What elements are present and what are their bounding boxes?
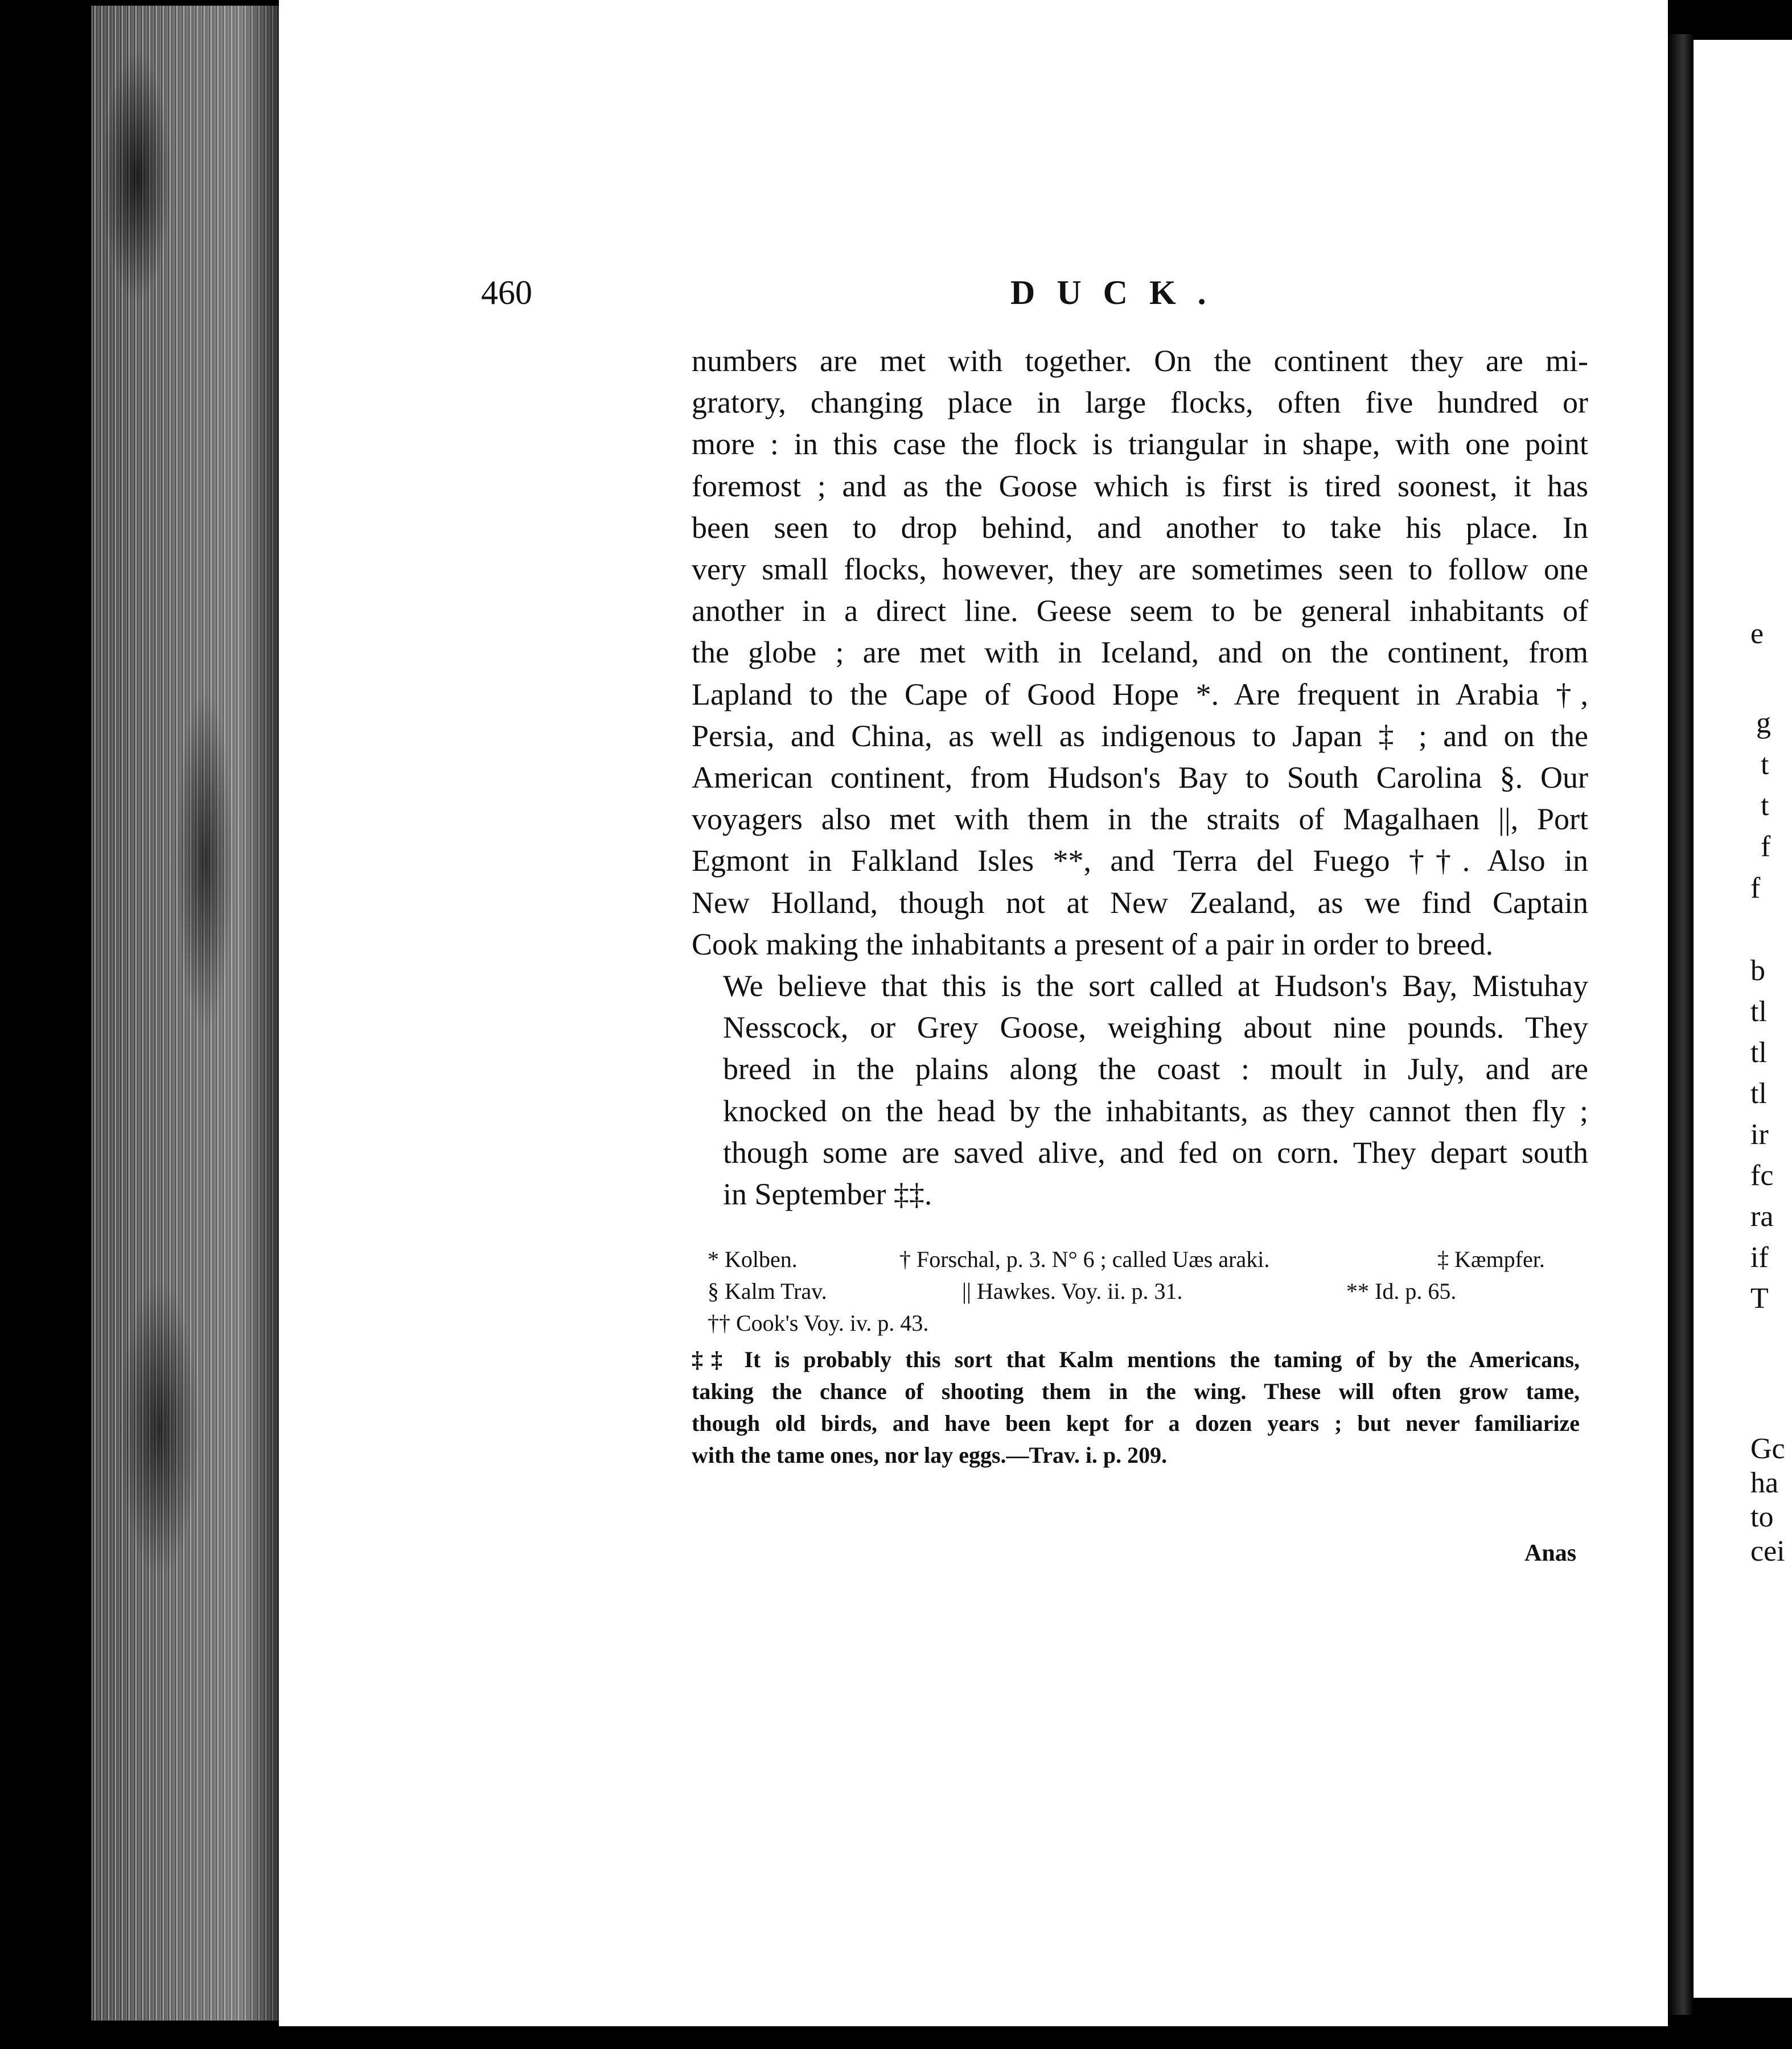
- footnote-id: ** Id. p. 65.: [1346, 1278, 1457, 1304]
- text-line: gratory, changing place in large flocks, often five hundred or: [692, 385, 1588, 420]
- right-page-letter: if: [1750, 1241, 1769, 1274]
- text-line: voyagers also met with them in the straits of Magalhaen ||, Port: [692, 802, 1588, 837]
- text-line: very small flocks, however, they are sometimes seen to follow one: [692, 552, 1588, 587]
- right-page-letter: b: [1750, 954, 1765, 987]
- body-text: [692, 340, 1588, 1215]
- text-line: in September ‡‡.: [723, 1177, 932, 1212]
- text-line: We believe that this is the sort called at Hudson's Bay, Mistuhay: [723, 969, 1588, 1003]
- catchword: Anas: [1524, 1540, 1577, 1566]
- text-line: Persia, and China, as well as indigenous to Japan ‡ ; and on the: [692, 718, 1588, 753]
- right-page-letter: to: [1750, 1501, 1774, 1533]
- right-page-letter: ha: [1750, 1467, 1779, 1499]
- text-line: knocked on the head by the inhabitants, as they cannot then fly ;: [723, 1093, 1588, 1128]
- right-page-letter: T: [1750, 1282, 1769, 1315]
- right-page-letter: g: [1756, 707, 1771, 739]
- right-page-letter: f: [1750, 872, 1761, 904]
- right-page-letter: cei: [1750, 1535, 1785, 1567]
- text-line: Cook making the inhabitants a present of a pair in order to breed.: [692, 927, 1494, 961]
- text-line: foremost ; and as the Goose which is first is tired soonest, it has: [692, 468, 1588, 503]
- right-page-letter: tl: [1750, 995, 1767, 1028]
- right-page-letter: fc: [1750, 1159, 1774, 1192]
- footnote-kalm: § Kalm Trav.: [708, 1278, 827, 1304]
- right-page-letter: t: [1761, 789, 1769, 822]
- footnote-kolben: * Kolben.: [708, 1246, 798, 1272]
- footnote-long: [692, 1344, 1580, 1471]
- text-line: Nesscock, or Grey Goose, weighing about nine pounds. They: [723, 1010, 1588, 1045]
- right-page-fragment: [1694, 40, 1792, 1998]
- right-page-letter: ra: [1750, 1200, 1774, 1233]
- text-line: Lapland to the Cape of Good Hope *. Are frequent in Arabia †,: [692, 677, 1588, 711]
- running-head: DUCK.: [1010, 274, 1228, 311]
- text-line: been seen to drop behind, and another to take his place. In: [692, 510, 1588, 545]
- paragraph-2: [692, 965, 1588, 1215]
- footnote-hawkes: || Hawkes. Voy. ii. p. 31.: [962, 1278, 1183, 1304]
- text-line: though old birds, and have been kept for a dozen years ; but never familiarize: [692, 1410, 1580, 1436]
- text-line: numbers are met with together. On the continent they are mi-: [692, 344, 1588, 378]
- text-line: though some are saved alive, and fed on corn. They depart south: [723, 1135, 1588, 1170]
- footnote-row-2: [692, 1276, 1580, 1307]
- right-page-letter: tl: [1750, 1036, 1767, 1069]
- text-line: another in a direct line. Geese seem to be general inhabitants of: [692, 594, 1588, 628]
- footnote-kaempfer: ‡ Kæmpfer.: [1437, 1246, 1545, 1272]
- right-page-letter: ir: [1750, 1118, 1769, 1151]
- text-line: more : in this case the flock is triangular in shape, with one point: [692, 427, 1588, 462]
- text-line: breed in the plains along the coast : moult in July, and are: [723, 1052, 1588, 1087]
- text-line: American continent, from Hudson's Bay to South Carolina §. Our: [692, 760, 1588, 795]
- right-page-letter: t: [1761, 748, 1769, 781]
- text-line: with the tame ones, nor lay eggs.—Trav. i. p. 209.: [692, 1442, 1168, 1468]
- text-line: New Holland, though not at New Zealand, as we find Captain: [692, 885, 1588, 920]
- gutter: [1668, 34, 1694, 2015]
- right-page-letter: tl: [1750, 1077, 1767, 1110]
- text-line: Egmont in Falkland Isles **, and Terra del Fuego ††. Also in: [692, 844, 1588, 878]
- text-line: the globe ; are met with in Iceland, and on the continent, from: [692, 635, 1588, 670]
- text-line: ‡‡ It is probably this sort that Kalm mentions the taming of by the Americans,: [692, 1347, 1580, 1372]
- footnote-row-1: [692, 1244, 1580, 1276]
- footnote-row-3: [692, 1307, 1580, 1339]
- right-page-letter: Gc: [1750, 1433, 1785, 1465]
- right-page-letter: f: [1761, 830, 1771, 863]
- footnote-forschal: † Forschal, p. 3. N° 6 ; called Uæs araki.: [899, 1246, 1270, 1272]
- book-edge: [91, 6, 279, 2021]
- right-page-letter: e: [1750, 618, 1764, 650]
- page-number: 460: [481, 274, 532, 311]
- paragraph-1: [692, 340, 1588, 965]
- text-line: taking the chance of shooting them in the wing. These will often grow tame,: [692, 1379, 1580, 1404]
- footnote-cook: †† Cook's Voy. iv. p. 43.: [708, 1310, 929, 1336]
- footnotes: [692, 1244, 1580, 1471]
